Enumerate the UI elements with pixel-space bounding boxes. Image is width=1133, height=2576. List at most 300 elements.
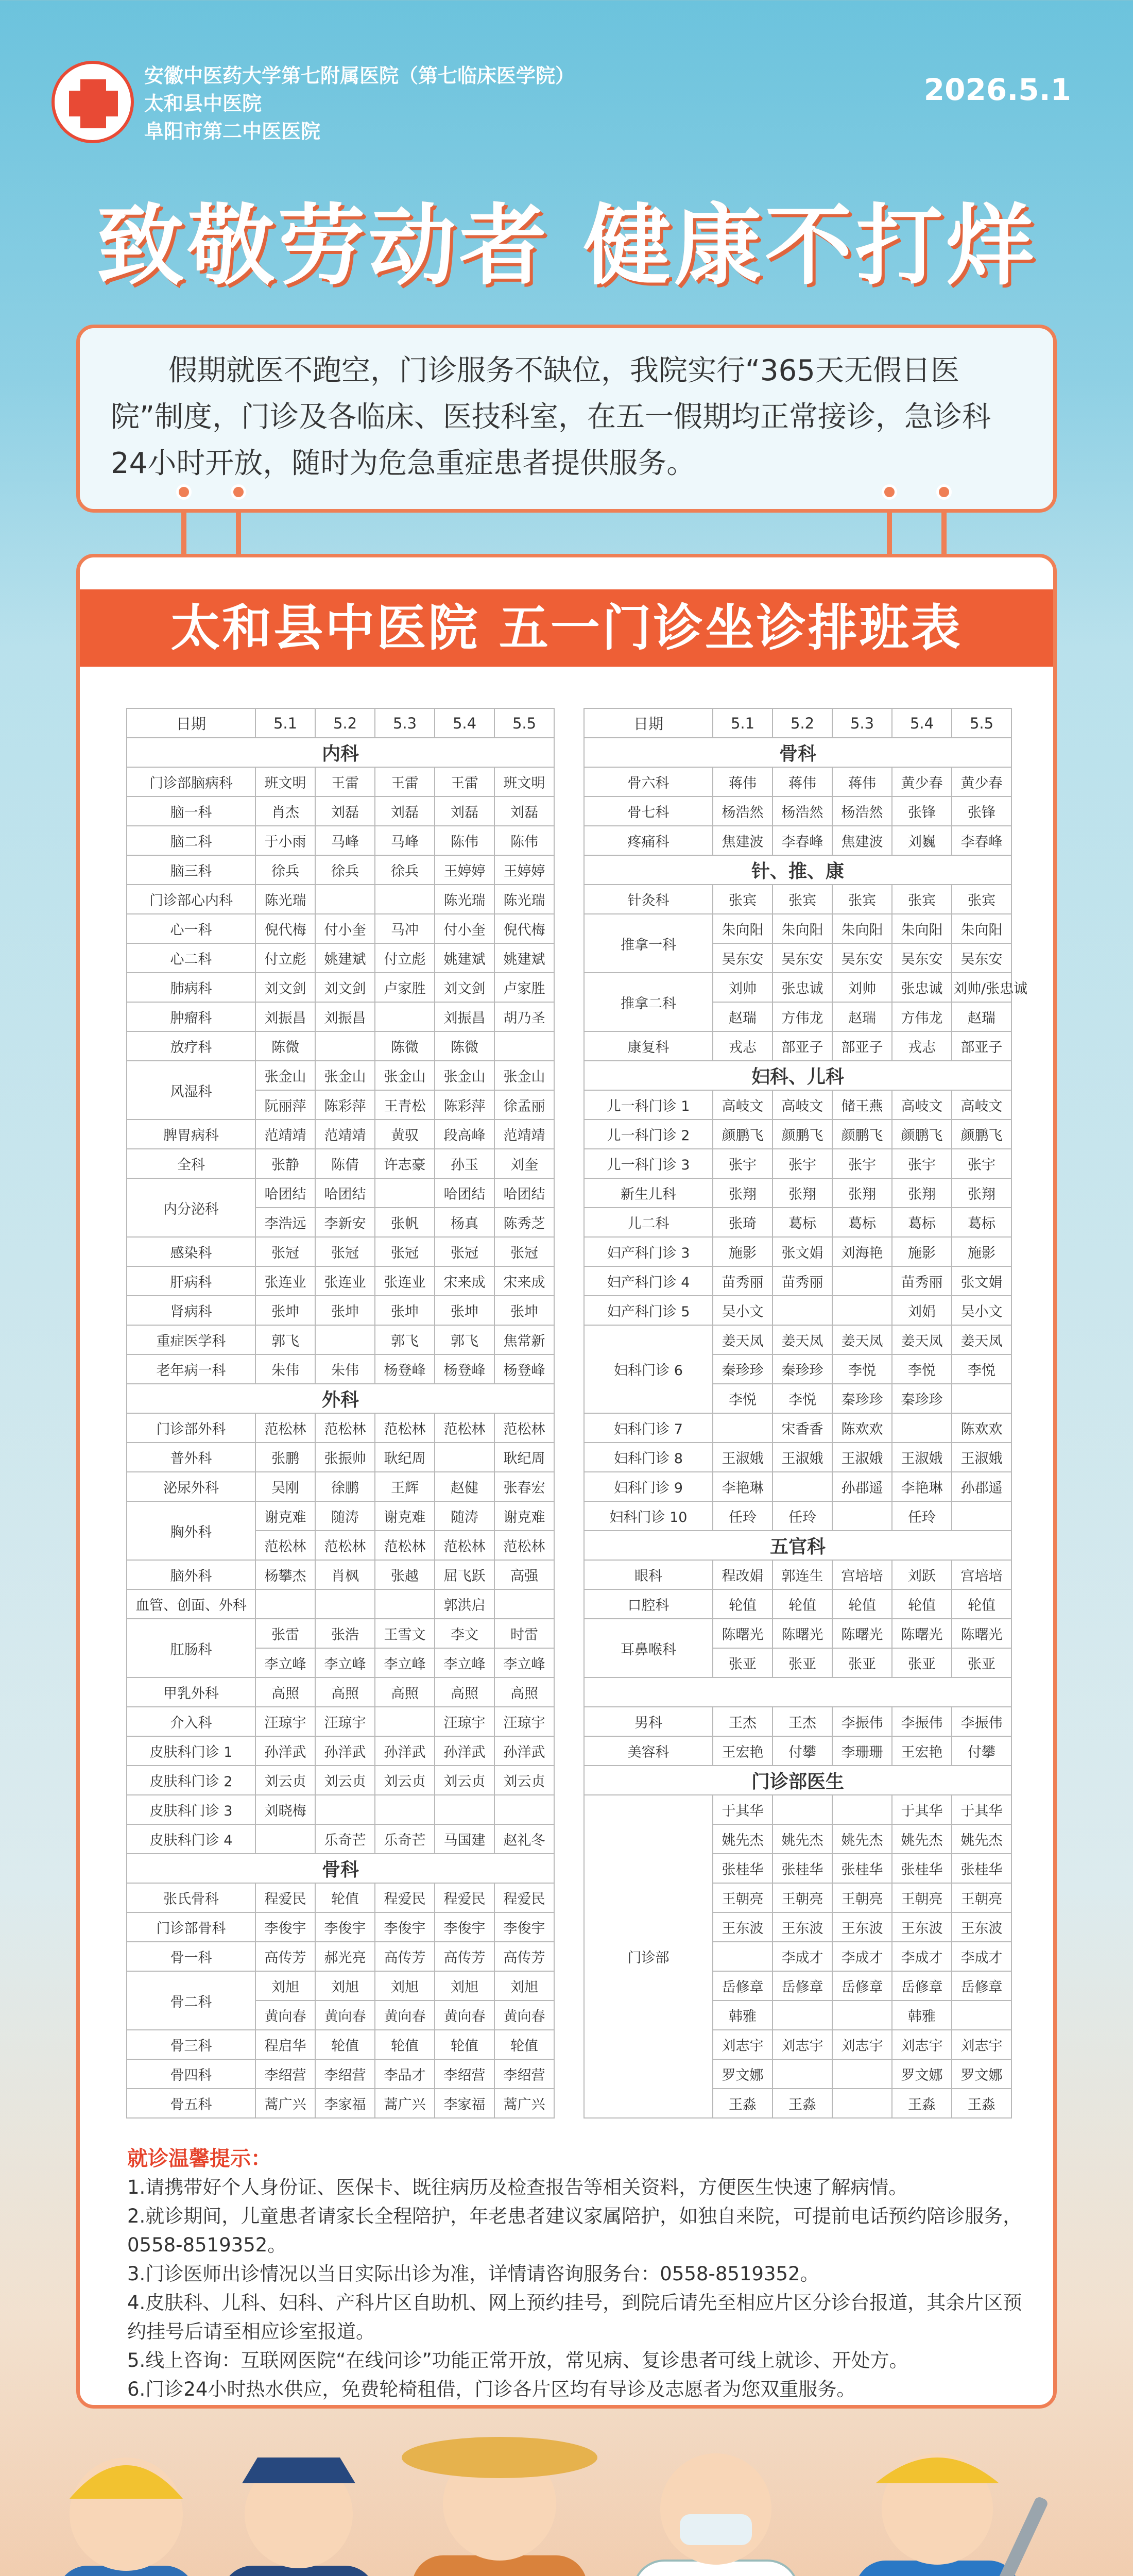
section-row xyxy=(584,738,1011,767)
doctor-cell: 王雷 xyxy=(315,767,375,796)
doctor-cell: 秦珍珍 xyxy=(713,1354,772,1384)
table-row xyxy=(127,1178,554,1208)
section-title: 骨科 xyxy=(584,738,1011,767)
doctor-cell: 刘磊 xyxy=(315,796,375,826)
doctor-cell: 张宇 xyxy=(772,1149,832,1178)
department-name: 张氏骨科 xyxy=(127,1883,255,1912)
doctor-cell: 高岐文 xyxy=(713,1090,772,1120)
doctor-cell: 李立峰 xyxy=(375,1648,435,1677)
doctor-cell: 段高峰 xyxy=(435,1120,494,1149)
doctor-cell: 肖枫 xyxy=(315,1560,375,1589)
doctor-cell: 李品才 xyxy=(375,2059,435,2089)
tips-title: 就诊温馨提示： xyxy=(127,2147,271,2171)
table-row xyxy=(127,2030,554,2059)
table-row xyxy=(127,885,554,914)
doctor-cell: 张亚 xyxy=(892,1648,952,1677)
doctor-cell: 刘磊 xyxy=(375,796,435,826)
doctor-cell: 刘振昌 xyxy=(315,1002,375,1031)
doctor-cell: 张亚 xyxy=(713,1648,772,1677)
doctor-cell: 张亚 xyxy=(772,1648,832,1677)
doctor-cell: 苗秀丽 xyxy=(713,1266,772,1296)
doctor-cell: 张锋 xyxy=(892,796,952,826)
doctor-cell: 阮丽萍 xyxy=(255,1090,315,1120)
doctor-cell: 岳修章 xyxy=(713,1971,772,2001)
doctor-cell xyxy=(375,1795,435,1824)
doctor-cell: 张亚 xyxy=(832,1648,892,1677)
doctor-cell: 乐奇芒 xyxy=(375,1824,435,1854)
doctor-cell: 范松林 xyxy=(315,1531,375,1560)
doctor-cell: 蒋伟 xyxy=(832,767,892,796)
doctor-cell: 耿纪周 xyxy=(494,1443,554,1472)
table-header-row xyxy=(584,708,1011,738)
doctor-cell: 孙洋武 xyxy=(315,1736,375,1766)
doctor-cell: 轮值 xyxy=(435,2030,494,2059)
doctor-cell: 张冠 xyxy=(315,1237,375,1266)
table-row xyxy=(127,1002,554,1031)
hospital-line-2: 太和县中医院 xyxy=(144,92,262,115)
doctor-cell: 随涛 xyxy=(315,1501,375,1531)
table-row xyxy=(127,1589,554,1619)
doctor-cell: 颜鹏飞 xyxy=(952,1120,1011,1149)
doctor-cell: 张坤 xyxy=(315,1296,375,1325)
doctor-cell: 张琦 xyxy=(713,1208,772,1237)
doctor-cell: 张忠诚 xyxy=(772,973,832,1002)
doctor-cell: 李俊宇 xyxy=(375,1912,435,1942)
doctor-cell: 孙玉 xyxy=(435,1149,494,1178)
doctor-cell: 姜天凤 xyxy=(832,1325,892,1354)
doctor-cell xyxy=(375,1707,435,1736)
doctor-cell: 张翔 xyxy=(832,1178,892,1208)
doctor-cell: 岳修章 xyxy=(772,1971,832,2001)
department-name: 胸外科 xyxy=(127,1501,255,1560)
doctor-cell: 范松林 xyxy=(494,1413,554,1443)
table-row xyxy=(127,1736,554,1766)
doctor-cell xyxy=(255,1589,315,1619)
doctor-cell: 于其华 xyxy=(952,1795,1011,1824)
tip-item: 3.门诊医师出诊情况以当日实际出诊为准，详情请咨询服务台：0558-8519352。 xyxy=(127,2263,819,2285)
doctor-cell: 郝光亮 xyxy=(315,1942,375,1971)
doctor-cell: 范松林 xyxy=(435,1531,494,1560)
doctor-cell: 杨登峰 xyxy=(375,1354,435,1384)
doctor-cell: 哈团结 xyxy=(255,1178,315,1208)
doctor-cell: 戎志 xyxy=(892,1031,952,1061)
doctor-cell: 陈微 xyxy=(375,1031,435,1061)
doctor-cell: 高照 xyxy=(315,1677,375,1707)
doctor-cell: 吴东安 xyxy=(772,943,832,973)
doctor-cell: 陈曙光 xyxy=(832,1619,892,1648)
doctor-cell: 李悦 xyxy=(772,1384,832,1413)
doctor-cell: 王杰 xyxy=(713,1707,772,1736)
department-name: 妇科门诊 6 xyxy=(584,1325,713,1413)
doctor-cell: 张桂华 xyxy=(892,1854,952,1883)
doctor-cell: 朱伟 xyxy=(315,1354,375,1384)
table-row xyxy=(584,973,1011,1002)
doctor-cell: 朱伟 xyxy=(255,1354,315,1384)
doctor-cell: 付小奎 xyxy=(315,914,375,943)
doctor-cell: 吴小文 xyxy=(952,1296,1011,1325)
doctor-cell: 张金山 xyxy=(315,1061,375,1090)
section-row xyxy=(127,738,554,767)
doctor-cell xyxy=(832,1266,892,1296)
doctor-cell: 储王燕 xyxy=(832,1090,892,1120)
column-header: 5.3 xyxy=(375,708,435,738)
doctor-cell: 张宇 xyxy=(713,1149,772,1178)
doctor-cell: 时雷 xyxy=(494,1619,554,1648)
doctor-cell: 姜天凤 xyxy=(713,1325,772,1354)
doctor-cell: 谢克难 xyxy=(494,1501,554,1531)
doctor-cell: 耿纪周 xyxy=(375,1443,435,1472)
column-header: 日期 xyxy=(127,708,255,738)
table-row xyxy=(127,1501,554,1531)
doctor-cell: 杨登峰 xyxy=(435,1354,494,1384)
doctor-cell: 马冲 xyxy=(375,914,435,943)
doctor-cell: 高照 xyxy=(435,1677,494,1707)
doctor-cell: 李春峰 xyxy=(952,826,1011,855)
doctor-cell: 张宾 xyxy=(952,885,1011,914)
doctor-cell: 陈彩萍 xyxy=(315,1090,375,1120)
doctor-cell: 张连业 xyxy=(255,1266,315,1296)
doctor-cell: 陈曙光 xyxy=(952,1619,1011,1648)
doctor-cell: 张宇 xyxy=(952,1149,1011,1178)
section-row xyxy=(584,1531,1011,1560)
intro-text: 假期就医不跑空，门诊服务不缺位，我院实行“365天无假日医院”制度，门诊及各临床、医技科室，在五一假期均正常接诊，急诊科24小时开放，随时为危急重症患者提供服务。 xyxy=(76,325,1057,513)
doctor-cell: 刘振昌 xyxy=(435,1002,494,1031)
doctor-cell: 付攀 xyxy=(952,1736,1011,1766)
department-name: 妇产科门诊 3 xyxy=(584,1237,713,1266)
doctor-cell: 孙郡遥 xyxy=(832,1472,892,1501)
doctor-cell: 刘志宇 xyxy=(772,2030,832,2059)
doctor-cell: 蒿广兴 xyxy=(375,2089,435,2118)
department-name: 皮肤科门诊 2 xyxy=(127,1766,255,1795)
doctor-cell: 王淑娥 xyxy=(952,1443,1011,1472)
doctor-cell xyxy=(832,2089,892,2118)
table-row xyxy=(127,1443,554,1472)
doctor-cell: 高强 xyxy=(494,1560,554,1589)
doctor-cell: 李艳琳 xyxy=(892,1472,952,1501)
doctor-cell: 陈光瑞 xyxy=(435,885,494,914)
doctor-cell: 刘旭 xyxy=(435,1971,494,2001)
doctor-cell: 王雷 xyxy=(435,767,494,796)
doctor-cell: 颜鹏飞 xyxy=(713,1120,772,1149)
table-row xyxy=(127,1619,554,1648)
doctor-cell: 吴东安 xyxy=(832,943,892,973)
doctor-cell: 黄少春 xyxy=(892,767,952,796)
doctor-cell: 王淼 xyxy=(772,2089,832,2118)
doctor-cell: 胡乃圣 xyxy=(494,1002,554,1031)
department-name: 肿瘤科 xyxy=(127,1002,255,1031)
department-name: 口腔科 xyxy=(584,1589,713,1619)
department-name: 男科 xyxy=(584,1707,713,1736)
doctor-cell: 刘云贞 xyxy=(375,1766,435,1795)
tip-item: 1.请携带好个人身份证、医保卡、既往病历及检查报告等相关资料，方便医生快速了解病情。 xyxy=(127,2176,908,2198)
table-row xyxy=(584,1413,1011,1443)
red-cross-bar xyxy=(69,91,118,116)
section-title: 门诊部医生 xyxy=(584,1766,1011,1795)
doctor-cell: 李新安 xyxy=(315,1208,375,1237)
table-row xyxy=(127,973,554,1002)
doctor-cell: 郭飞 xyxy=(435,1325,494,1354)
doctor-cell: 张雷 xyxy=(255,1619,315,1648)
worker-pilot-figure xyxy=(221,2458,376,2576)
doctor-cell: 范松林 xyxy=(494,1531,554,1560)
department-name: 骨四科 xyxy=(127,2059,255,2089)
connector-dot xyxy=(176,484,192,500)
schedule-card xyxy=(76,554,1057,2409)
doctor-cell: 张坤 xyxy=(494,1296,554,1325)
doctor-cell: 王辉 xyxy=(375,1472,435,1501)
table-row xyxy=(127,796,554,826)
worker-farmer-figure xyxy=(402,2437,597,2576)
table-row xyxy=(584,1589,1011,1619)
table-row xyxy=(584,1090,1011,1120)
doctor-cell: 孙洋武 xyxy=(494,1736,554,1766)
doctor-cell: 李俊宇 xyxy=(315,1912,375,1942)
doctor-cell: 张帆 xyxy=(375,1208,435,1237)
doctor-cell: 宫培培 xyxy=(952,1560,1011,1589)
doctor-cell: 戎志 xyxy=(713,1031,772,1061)
doctor-cell: 李艳琳 xyxy=(713,1472,772,1501)
department-name: 针灸科 xyxy=(584,885,713,914)
doctor-cell: 张振帅 xyxy=(315,1443,375,1472)
doctor-cell: 焦建波 xyxy=(713,826,772,855)
hospital-line-1: 安徽中医药大学第七附属医院（第七临床医学院） xyxy=(144,64,575,87)
table-row xyxy=(584,885,1011,914)
table-row xyxy=(127,914,554,943)
doctor-cell: 轮值 xyxy=(315,1883,375,1912)
table-row xyxy=(584,1296,1011,1325)
doctor-cell: 李绍营 xyxy=(435,2059,494,2089)
doctor-cell xyxy=(435,1443,494,1472)
doctor-cell: 张忠诚 xyxy=(892,973,952,1002)
doctor-cell: 卢家胜 xyxy=(494,973,554,1002)
department-name: 皮肤科门诊 1 xyxy=(127,1736,255,1766)
column-header: 5.1 xyxy=(255,708,315,738)
doctor-cell: 高传芳 xyxy=(494,1942,554,1971)
doctor-cell: 李浩远 xyxy=(255,1208,315,1237)
doctor-cell: 任玲 xyxy=(713,1501,772,1531)
doctor-cell xyxy=(255,1824,315,1854)
table-row xyxy=(584,1149,1011,1178)
doctor-cell: 张冠 xyxy=(494,1237,554,1266)
tip-item: 5.线上咨询：互联网医院“在线问诊”功能正常开放，常见病、复诊患者可线上就诊、开处方。 xyxy=(127,2349,908,2371)
doctor-cell xyxy=(494,1589,554,1619)
doctor-cell: 张桂华 xyxy=(713,1854,772,1883)
department-name: 骨一科 xyxy=(127,1942,255,1971)
department-name: 眼科 xyxy=(584,1560,713,1589)
doctor-cell xyxy=(315,1031,375,1061)
doctor-cell xyxy=(713,1413,772,1443)
doctor-cell: 卢家胜 xyxy=(375,973,435,1002)
department-name: 门诊部 xyxy=(584,1795,713,2118)
doctor-cell: 朱向阳 xyxy=(952,914,1011,943)
doctor-cell: 宋香香 xyxy=(772,1413,832,1443)
doctor-cell: 秦珍珍 xyxy=(772,1354,832,1384)
doctor-cell: 张金山 xyxy=(375,1061,435,1090)
doctor-cell: 葛标 xyxy=(892,1208,952,1237)
doctor-cell: 李振伟 xyxy=(892,1707,952,1736)
doctor-cell: 陈伟 xyxy=(494,826,554,855)
doctor-cell: 谢克难 xyxy=(255,1501,315,1531)
table-header-row xyxy=(127,708,554,738)
doctor-cell: 张亚 xyxy=(952,1648,1011,1677)
doctor-cell: 随涛 xyxy=(435,1501,494,1531)
department-name: 老年病一科 xyxy=(127,1354,255,1384)
department-name: 骨七科 xyxy=(584,796,713,826)
doctor-cell: 李悦 xyxy=(832,1354,892,1384)
department-name: 心二科 xyxy=(127,943,255,973)
doctor-cell: 徐孟丽 xyxy=(494,1090,554,1120)
doctor-cell: 哈团结 xyxy=(315,1178,375,1208)
doctor-cell: 哈团结 xyxy=(494,1178,554,1208)
doctor-cell: 陈彩萍 xyxy=(435,1090,494,1120)
doctor-cell: 吴小文 xyxy=(713,1296,772,1325)
table-row xyxy=(127,1912,554,1942)
doctor-cell: 刘磊 xyxy=(435,796,494,826)
worker-mechanic-figure xyxy=(855,2453,1049,2576)
date: 2026.5.1 xyxy=(923,72,1071,107)
doctor-cell xyxy=(772,1296,832,1325)
section-row xyxy=(127,1384,554,1413)
doctor-cell: 吴东安 xyxy=(713,943,772,973)
section-title: 妇科、儿科 xyxy=(584,1061,1011,1090)
doctor-cell: 付立彪 xyxy=(375,943,435,973)
doctor-cell: 李家福 xyxy=(315,2089,375,2118)
doctor-cell: 张宇 xyxy=(892,1149,952,1178)
doctor-cell: 方伟龙 xyxy=(772,1002,832,1031)
department-name: 儿一科门诊 1 xyxy=(584,1090,713,1120)
doctor-cell: 王淑娥 xyxy=(832,1443,892,1472)
doctor-cell: 刘云贞 xyxy=(255,1766,315,1795)
doctor-cell: 姜天凤 xyxy=(892,1325,952,1354)
doctor-cell: 王雪文 xyxy=(375,1619,435,1648)
doctor-cell: 陈曙光 xyxy=(713,1619,772,1648)
doctor-cell: 张连业 xyxy=(315,1266,375,1296)
department-name: 妇产科门诊 5 xyxy=(584,1296,713,1325)
doctor-cell xyxy=(315,1589,375,1619)
doctor-cell: 程爱民 xyxy=(494,1883,554,1912)
department-name: 血管、创面、外科 xyxy=(127,1589,255,1619)
department-name: 儿一科门诊 2 xyxy=(584,1120,713,1149)
doctor-cell: 杨攀杰 xyxy=(255,1560,315,1589)
doctor-cell: 罗文娜 xyxy=(952,2059,1011,2089)
doctor-cell: 高照 xyxy=(494,1677,554,1707)
doctor-cell: 班文明 xyxy=(255,767,315,796)
doctor-cell: 姚先杰 xyxy=(832,1824,892,1854)
department-name: 放疗科 xyxy=(127,1031,255,1061)
doctor-cell: 张越 xyxy=(375,1560,435,1589)
table-row xyxy=(584,1472,1011,1501)
doctor-cell: 部亚子 xyxy=(772,1031,832,1061)
doctor-cell: 刘旭 xyxy=(255,1971,315,2001)
table-row xyxy=(127,1149,554,1178)
doctor-cell: 刘巍 xyxy=(892,826,952,855)
doctor-cell xyxy=(832,1795,892,1824)
column-header: 5.5 xyxy=(952,708,1011,738)
doctor-cell: 高照 xyxy=(375,1677,435,1707)
doctor-cell: 刘旭 xyxy=(494,1971,554,2001)
table-row xyxy=(584,1266,1011,1296)
doctor-cell: 倪代梅 xyxy=(494,914,554,943)
department-name: 门诊部外科 xyxy=(127,1413,255,1443)
doctor-cell: 范靖靖 xyxy=(494,1120,554,1149)
doctor-cell xyxy=(435,1795,494,1824)
doctor-cell: 李立峰 xyxy=(315,1648,375,1677)
doctor-cell: 刘跃 xyxy=(892,1560,952,1589)
column-header: 5.5 xyxy=(494,708,554,738)
department-name: 推拿一科 xyxy=(584,914,713,973)
doctor-cell: 李文 xyxy=(435,1619,494,1648)
doctor-cell: 陈欢欢 xyxy=(952,1413,1011,1443)
doctor-cell: 王淑娥 xyxy=(772,1443,832,1472)
doctor-cell: 张宾 xyxy=(772,885,832,914)
connector-dot xyxy=(231,484,246,500)
department-name: 肛肠科 xyxy=(127,1619,255,1677)
doctor-cell: 焦常新 xyxy=(494,1325,554,1354)
department-name: 骨二科 xyxy=(127,1971,255,2030)
doctor-cell: 罗文娜 xyxy=(713,2059,772,2089)
doctor-cell: 张文娟 xyxy=(772,1237,832,1266)
doctor-cell xyxy=(713,1942,772,1971)
doctor-cell: 张锋 xyxy=(952,796,1011,826)
doctor-cell: 李立峰 xyxy=(494,1648,554,1677)
department-name: 儿一科门诊 3 xyxy=(584,1149,713,1178)
doctor-cell: 张文娟 xyxy=(952,1266,1011,1296)
doctor-cell: 王朝亮 xyxy=(713,1883,772,1912)
doctor-cell: 汪琼宇 xyxy=(255,1707,315,1736)
doctor-cell: 张冠 xyxy=(375,1237,435,1266)
doctor-cell: 王淑娥 xyxy=(892,1443,952,1472)
department-name: 肝病科 xyxy=(127,1266,255,1296)
doctor-cell: 王东波 xyxy=(832,1912,892,1942)
doctor-cell: 李绍营 xyxy=(315,2059,375,2089)
doctor-cell: 陈伟 xyxy=(435,826,494,855)
doctor-cell: 王雷 xyxy=(375,767,435,796)
doctor-cell: 张坤 xyxy=(435,1296,494,1325)
doctor-cell: 刘帅 xyxy=(713,973,772,1002)
doctor-cell: 张坤 xyxy=(375,1296,435,1325)
table-row xyxy=(584,914,1011,943)
doctor-cell xyxy=(952,1501,1011,1531)
doctor-cell: 赵瑞 xyxy=(832,1002,892,1031)
doctor-cell: 王淼 xyxy=(713,2089,772,2118)
doctor-cell: 黄向春 xyxy=(315,2001,375,2030)
doctor-cell: 蒋伟 xyxy=(772,767,832,796)
doctor-cell: 王朝亮 xyxy=(892,1883,952,1912)
doctor-cell: 颜鹏飞 xyxy=(832,1120,892,1149)
doctor-cell: 张桂华 xyxy=(832,1854,892,1883)
doctor-cell: 李绍营 xyxy=(255,2059,315,2089)
doctor-cell: 刘晓梅 xyxy=(255,1795,315,1824)
department-name: 内分泌科 xyxy=(127,1178,255,1237)
column-header: 5.1 xyxy=(713,708,772,738)
table-row xyxy=(127,855,554,885)
doctor-cell: 范松林 xyxy=(375,1413,435,1443)
doctor-cell: 刘奎 xyxy=(494,1149,554,1178)
doctor-cell: 汪琼宇 xyxy=(494,1707,554,1736)
doctor-cell: 张宾 xyxy=(892,885,952,914)
doctor-cell: 吴东安 xyxy=(892,943,952,973)
department-name: 脑一科 xyxy=(127,796,255,826)
doctor-cell: 朱向阳 xyxy=(772,914,832,943)
doctor-cell: 王婷婷 xyxy=(494,855,554,885)
doctor-cell: 郭飞 xyxy=(375,1325,435,1354)
doctor-cell xyxy=(494,1031,554,1061)
doctor-cell: 高传芳 xyxy=(435,1942,494,1971)
doctor-cell: 黄向春 xyxy=(255,2001,315,2030)
doctor-cell xyxy=(375,1178,435,1208)
workers-illustration-svg xyxy=(0,2411,1133,2576)
table-row xyxy=(127,943,554,973)
